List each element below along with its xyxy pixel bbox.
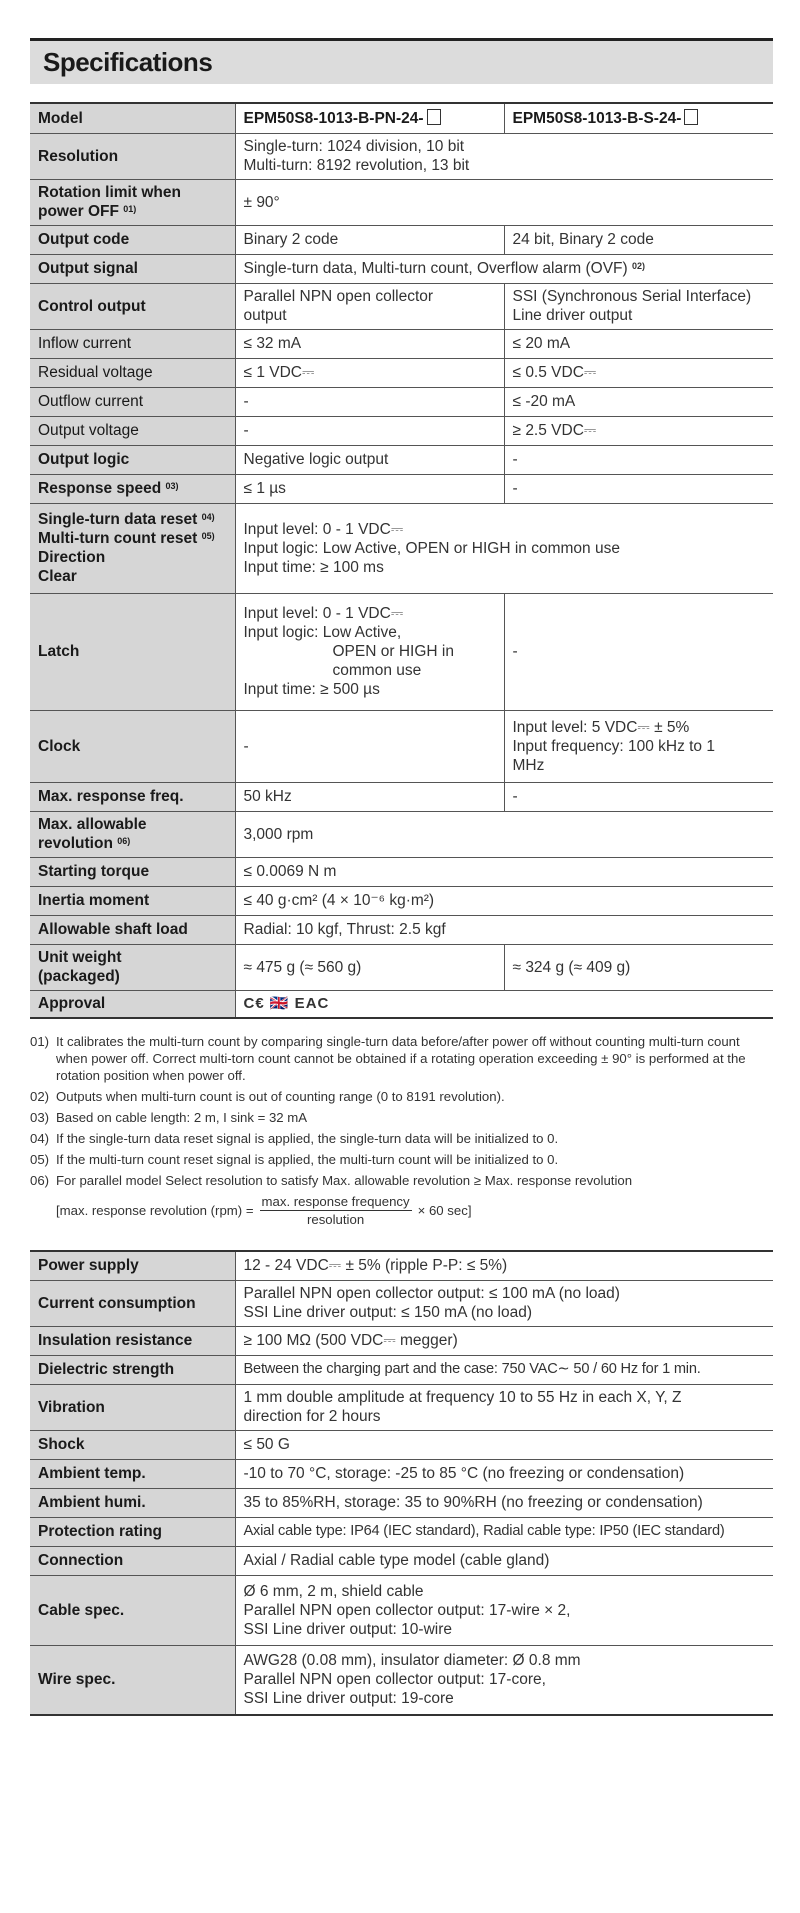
inflow-label: Inflow current bbox=[30, 329, 235, 358]
row-max-response bbox=[30, 782, 773, 811]
row-latch bbox=[30, 593, 773, 710]
shock-value: ≤ 50 G bbox=[235, 1430, 773, 1459]
wire-value: AWG28 (0.08 mm), insulator diameter: Ø 0.8 mm Parallel NPN open collector output: 17-core, SSI Line driver output: 19-core bbox=[235, 1645, 773, 1715]
output-code-b: 24 bit, Binary 2 code bbox=[504, 225, 773, 254]
output-code-a: Binary 2 code bbox=[235, 225, 504, 254]
current-value: Parallel NPN open collector output: ≤ 100 mA (no load) SSI Line driver output: ≤ 150 mA (no load) bbox=[235, 1280, 773, 1326]
dielectric-value: Between the charging part and the case: 750 VAC∼ 50 / 60 Hz for 1 min. bbox=[235, 1355, 773, 1384]
resolution-label: Resolution bbox=[30, 133, 235, 179]
general-spec-table bbox=[30, 1250, 773, 1716]
rotation-value: ± 90° bbox=[235, 179, 773, 225]
maxresp-b: - bbox=[504, 782, 773, 811]
shaft-value: Radial: 10 kgf, Thrust: 2.5 kgf bbox=[235, 915, 773, 944]
approval-marks: C€ 🇬🇧 EAC bbox=[235, 990, 773, 1018]
row-shock bbox=[30, 1430, 773, 1459]
maxrev-label: Max. allowable revolution $^{06)}$ bbox=[30, 811, 235, 857]
row-residual bbox=[30, 358, 773, 387]
row-output-logic bbox=[30, 445, 773, 474]
output-signal-label: Output signal bbox=[30, 254, 235, 283]
power-value: 12 - 24 VDC⎓ ± 5% (ripple P-P: ≤ 5%) bbox=[235, 1251, 773, 1280]
maxrev-value: 3,000 rpm bbox=[235, 811, 773, 857]
vibration-label: Vibration bbox=[30, 1384, 235, 1430]
dielectric-label: Dielectric strength bbox=[30, 1355, 235, 1384]
resolution-value: Single-turn: 1024 division, 10 bit Multi-turn: 8192 revolution, 13 bit bbox=[235, 133, 773, 179]
outvolt-label: Output voltage bbox=[30, 416, 235, 445]
cable-value: Ø 6 mm, 2 m, shield cable Parallel NPN open collector output: 17-wire × 2, SSI Line driver output: 10-wire bbox=[235, 1575, 773, 1645]
row-response-speed bbox=[30, 474, 773, 503]
footnote: 01) It calibrates the multi-turn count by comparing single-turn data before/after power off without counting multi-turn count when power off. Correct multi-torn count cannot be obtained if a rotating operation exceeding ± 90° is performed at the rotation position when power off. bbox=[30, 1034, 746, 1083]
torque-value: ≤ 0.0069 N m bbox=[235, 857, 773, 886]
control-b: SSI (Synchronous Serial Interface) Line driver output bbox=[504, 283, 773, 329]
row-max-revolution bbox=[30, 811, 773, 857]
row-insulation bbox=[30, 1326, 773, 1355]
spec-page bbox=[30, 38, 773, 1716]
row-control-output bbox=[30, 283, 773, 329]
weight-label: Unit weight (packaged) bbox=[30, 944, 235, 990]
latch-b: - bbox=[504, 593, 773, 710]
row-weight bbox=[30, 944, 773, 990]
current-label: Current consumption bbox=[30, 1280, 235, 1326]
title-bar bbox=[30, 38, 773, 84]
outflow-a: - bbox=[235, 387, 504, 416]
logic-label: Output logic bbox=[30, 445, 235, 474]
reset-value: Input level: 0 - 1 VDC⎓ Input logic: Low Active, OPEN or HIGH in common use Input time: ≥ 100 ms bbox=[235, 503, 773, 593]
row-temp bbox=[30, 1459, 773, 1488]
model-a: EPM50S8-1013-B-PN-24- bbox=[235, 103, 504, 133]
maxresp-label: Max. response freq. bbox=[30, 782, 235, 811]
footnote: 04) If the single-turn data reset signal is applied, the single-turn data will be initialized to 0. bbox=[30, 1131, 559, 1146]
row-approval bbox=[30, 990, 773, 1018]
insulation-value: ≥ 100 MΩ (500 VDC⎓ megger) bbox=[235, 1326, 773, 1355]
weight-b: ≈ 324 g (≈ 409 g) bbox=[504, 944, 773, 990]
page-title: Specifications bbox=[43, 47, 213, 77]
reset-label: Single-turn data reset $^{04)}$ Multi-turn count reset $^{05)}$ Direction Clear bbox=[30, 503, 235, 593]
row-shaft-load bbox=[30, 915, 773, 944]
row-inertia bbox=[30, 886, 773, 915]
cable-label: Cable spec. bbox=[30, 1575, 235, 1645]
torque-label: Starting torque bbox=[30, 857, 235, 886]
model-b: EPM50S8-1013-B-S-24- bbox=[504, 103, 773, 133]
response-a: ≤ 1 µs bbox=[235, 474, 504, 503]
row-reset bbox=[30, 503, 773, 593]
humi-label: Ambient humi. bbox=[30, 1488, 235, 1517]
power-label: Power supply bbox=[30, 1251, 235, 1280]
row-protection bbox=[30, 1517, 773, 1546]
row-connection bbox=[30, 1546, 773, 1575]
residual-a: ≤ 1 VDC⎓ bbox=[235, 358, 504, 387]
clock-label: Clock bbox=[30, 710, 235, 782]
residual-b: ≤ 0.5 VDC⎓ bbox=[504, 358, 773, 387]
insulation-label: Insulation resistance bbox=[30, 1326, 235, 1355]
row-clock bbox=[30, 710, 773, 782]
row-dielectric bbox=[30, 1355, 773, 1384]
row-output-voltage bbox=[30, 416, 773, 445]
footnote: 05) If the multi-turn count reset signal is applied, the multi-turn count will be initialized to 0. bbox=[30, 1152, 559, 1167]
row-power bbox=[30, 1251, 773, 1280]
humi-value: 35 to 85%RH, storage: 35 to 90%RH (no freezing or condensation) bbox=[235, 1488, 773, 1517]
vibration-value: 1 mm double amplitude at frequency 10 to 55 Hz in each X, Y, Z direction for 2 hours bbox=[235, 1384, 773, 1430]
protection-label: Protection rating bbox=[30, 1517, 235, 1546]
output-code-label: Output code bbox=[30, 225, 235, 254]
row-vibration bbox=[30, 1384, 773, 1430]
protection-value: Axial cable type: IP64 (IEC standard), Radial cable type: IP50 (IEC standard) bbox=[235, 1517, 773, 1546]
response-b: - bbox=[504, 474, 773, 503]
row-rotation-limit bbox=[30, 179, 773, 225]
temp-value: -10 to 70 °C, storage: -25 to 85 °C (no freezing or condensation) bbox=[235, 1459, 773, 1488]
latch-label: Latch bbox=[30, 593, 235, 710]
row-inflow bbox=[30, 329, 773, 358]
footnote: 03) Based on cable length: 2 m, I sink = 32 mA bbox=[30, 1110, 308, 1125]
shock-label: Shock bbox=[30, 1430, 235, 1459]
row-outflow bbox=[30, 387, 773, 416]
weight-a: ≈ 475 g (≈ 560 g) bbox=[235, 944, 504, 990]
option-box-icon bbox=[684, 109, 698, 125]
row-resolution bbox=[30, 133, 773, 179]
output-signal-value: Single-turn data, Multi-turn count, Overflow alarm (OVF) $^{02)}$ bbox=[235, 254, 773, 283]
logic-a: Negative logic output bbox=[235, 445, 504, 474]
revolution-formula: [max. response revolution (rpm) = $\frac{\text{max. response frequency}}{\text{resolution}}$ × 60 sec] bbox=[56, 1194, 472, 1227]
clock-b: Input level: 5 VDC⎓ ± 5% Input frequency: 100 kHz to 1 MHz bbox=[504, 710, 773, 782]
latch-a: Input level: 0 - 1 VDC⎓ Input logic: Low Active, OPEN or HIGH in common use Input time: ≥ 500 µs bbox=[235, 593, 504, 710]
spec-table bbox=[30, 102, 773, 1019]
row-wire bbox=[30, 1645, 773, 1715]
row-output-code bbox=[30, 225, 773, 254]
logic-b: - bbox=[504, 445, 773, 474]
outflow-label: Outflow current bbox=[30, 387, 235, 416]
inflow-a: ≤ 32 mA bbox=[235, 329, 504, 358]
inertia-value: ≤ 40 g·cm² (4 × 10⁻⁶ kg·m²) bbox=[235, 886, 773, 915]
shaft-label: Allowable shaft load bbox=[30, 915, 235, 944]
clock-a: - bbox=[235, 710, 504, 782]
inertia-label: Inertia moment bbox=[30, 886, 235, 915]
formula-fraction: $\frac{\text{max. response frequency}}{\text{resolution}}$ bbox=[261, 1194, 410, 1227]
footnotes bbox=[30, 1033, 773, 1228]
row-torque bbox=[30, 857, 773, 886]
inflow-b: ≤ 20 mA bbox=[504, 329, 773, 358]
residual-label: Residual voltage bbox=[30, 358, 235, 387]
wire-label: Wire spec. bbox=[30, 1645, 235, 1715]
control-label: Control output bbox=[30, 283, 235, 329]
option-box-icon bbox=[427, 109, 441, 125]
rotation-label: Rotation limit when power OFF $^{01)}$ bbox=[30, 179, 235, 225]
row-output-signal bbox=[30, 254, 773, 283]
footnote: 06) For parallel model Select resolution to satisfy Max. allowable revolution ≥ Max. response revolution bbox=[30, 1173, 633, 1188]
approval-label: Approval bbox=[30, 990, 235, 1018]
control-a: Parallel NPN open collector output bbox=[235, 283, 504, 329]
row-cable bbox=[30, 1575, 773, 1645]
row-humi bbox=[30, 1488, 773, 1517]
model-label: Model bbox=[30, 103, 235, 133]
outvolt-a: - bbox=[235, 416, 504, 445]
row-current bbox=[30, 1280, 773, 1326]
outflow-b: ≤ -20 mA bbox=[504, 387, 773, 416]
row-model bbox=[30, 103, 773, 133]
footnote: 02) Outputs when multi-turn count is out of counting range (0 to 8191 revolution). bbox=[30, 1089, 505, 1104]
temp-label: Ambient temp. bbox=[30, 1459, 235, 1488]
response-label: Response speed $^{03)}$ bbox=[30, 474, 235, 503]
connection-label: Connection bbox=[30, 1546, 235, 1575]
maxresp-a: 50 kHz bbox=[235, 782, 504, 811]
outvolt-b: ≥ 2.5 VDC⎓ bbox=[504, 416, 773, 445]
connection-value: Axial / Radial cable type model (cable gland) bbox=[235, 1546, 773, 1575]
